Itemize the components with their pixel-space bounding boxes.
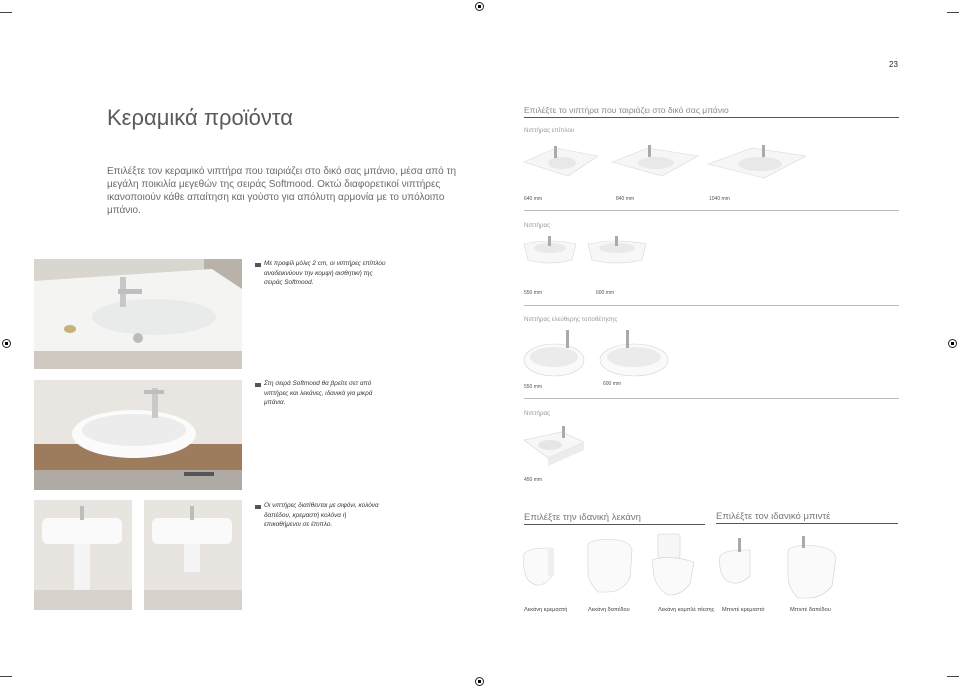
wall-basin-550 (524, 236, 576, 263)
product-label-close-coupled-toilet: Λεκάνη κομπλέ πίεσης (658, 607, 715, 613)
product-label-floor-bidet: Μπιντέ δαπέδου (790, 607, 831, 613)
pedestal-basin-photo (34, 500, 132, 610)
small-basin-450 (524, 426, 584, 466)
toilets-bidets-row (518, 532, 848, 602)
furniture-basin-photo (34, 259, 242, 369)
size-freestanding-550: 550 mm (524, 384, 543, 390)
group-label-freestanding: Νιπτήρας ελεύθερης τοποθέτησης (524, 316, 618, 323)
freestanding-basin-550 (524, 330, 584, 376)
size-600: 600 mm (596, 290, 615, 296)
wall-basins-row (522, 234, 652, 266)
size-840: 840 mm (616, 196, 635, 202)
freestanding-basin-600 (600, 330, 668, 376)
group-label-furniture: Νιπτήρας επίπλου (524, 127, 575, 134)
furniture-basin-840 (612, 145, 698, 176)
semi-pedestal-basin-photo (144, 500, 242, 610)
semi-pedestal-basin-illustration (144, 500, 242, 610)
size-1040: 1040 mm (709, 196, 730, 202)
furniture-basins-row (520, 142, 810, 187)
crop-mark-bottom-right (947, 676, 959, 677)
furniture-basin-640 (524, 146, 598, 176)
basin-section-heading: Επιλέξτε το νιπτήρα που ταιριάζει στο δικό σας μπάνιο (524, 105, 729, 115)
caption-1: Με προφίλ μόλις 2 cm, οι νιπτήρες επίπλου αναδεικνύουν την κομψή αισθητική της σειράς Softmood. (264, 260, 386, 286)
page-title: Κεραμικά προϊόντα (107, 105, 293, 130)
freestanding-basins-row (522, 330, 672, 380)
wall-hung-toilet-image (524, 548, 555, 585)
product-label-wall-hung-toilet: Λεκάνη κρεμαστή (524, 607, 568, 613)
bidet-heading-rule (716, 523, 898, 524)
divider-1 (524, 210, 899, 211)
group-label-small-basin: Νιπτήρας (524, 410, 551, 417)
registration-mark-top (475, 2, 484, 11)
basin-heading-rule (524, 117, 899, 118)
page-number: 23 (889, 60, 898, 69)
caption-2: Στη σειρά Softmood θα βρείτε σετ από νιπτήρες και λεκάνες, ιδανικά για μικρά μπάνια. (264, 380, 373, 406)
group-label-basin: Νιπτήρας (524, 222, 551, 229)
close-coupled-toilet-image (652, 534, 694, 595)
countertop-basin-illustration (34, 380, 242, 490)
intro-paragraph: Επιλέξτε τον κεραμικό νιπτήρα που ταιριάζει στο δικό σας μπάνιο, μέσα από τη μεγάλη ποικιλία μεγεθών της σειράς Softmood. Οκτώ διαφορετικοί νιπτήρες ικανοποιούν κάθε απαίτηση και γούστο για απόλυτη αρμονία με το υπόλοιπο μπάνιο. (107, 166, 457, 216)
caption-3: Οι νιπτήρες διατίθενται με σιφόνι, κολόνα δαπέδου, κρεμαστή κολόνα ή επικαθήμενοι σε έπιπλο. (264, 502, 379, 528)
furniture-basin-illustration (34, 259, 242, 369)
registration-mark-right (948, 339, 957, 348)
divider-3 (524, 398, 899, 399)
size-640: 640 mm (524, 196, 543, 202)
product-label-wall-hung-bidet: Μπιντέ κρεμαστό (722, 607, 765, 613)
pedestal-basin-illustration (34, 500, 132, 610)
caption-bullet-3 (255, 505, 261, 509)
wall-basin-600 (588, 236, 646, 263)
registration-mark-left (2, 339, 11, 348)
floor-bidet-image (788, 536, 836, 598)
furniture-basin-1040 (708, 145, 806, 178)
crop-mark-top-right (947, 12, 959, 13)
size-450: 450 mm (524, 477, 543, 483)
registration-mark-bottom (475, 677, 484, 686)
caption-bullet-2 (255, 383, 261, 387)
divider-2 (524, 305, 899, 306)
product-label-floor-toilet: Λεκάνη δαπέδου (588, 607, 630, 613)
wall-hung-bidet-image (720, 538, 750, 583)
floor-toilet-image (588, 540, 632, 593)
toilet-heading-rule (524, 524, 705, 525)
size-freestanding-600: 600 mm (603, 381, 622, 387)
crop-mark-bottom-left (0, 676, 12, 677)
countertop-basin-photo (34, 380, 242, 490)
bidet-section-heading: Επιλέξτε τον ιδανικό μπιντέ (716, 511, 831, 522)
size-550: 550 mm (524, 290, 543, 296)
caption-bullet-1 (255, 263, 261, 267)
toilet-section-heading: Επιλέξτε την ιδανική λεκάνη (524, 512, 641, 523)
small-basin-row (522, 424, 586, 470)
crop-mark-top-left (0, 12, 12, 13)
